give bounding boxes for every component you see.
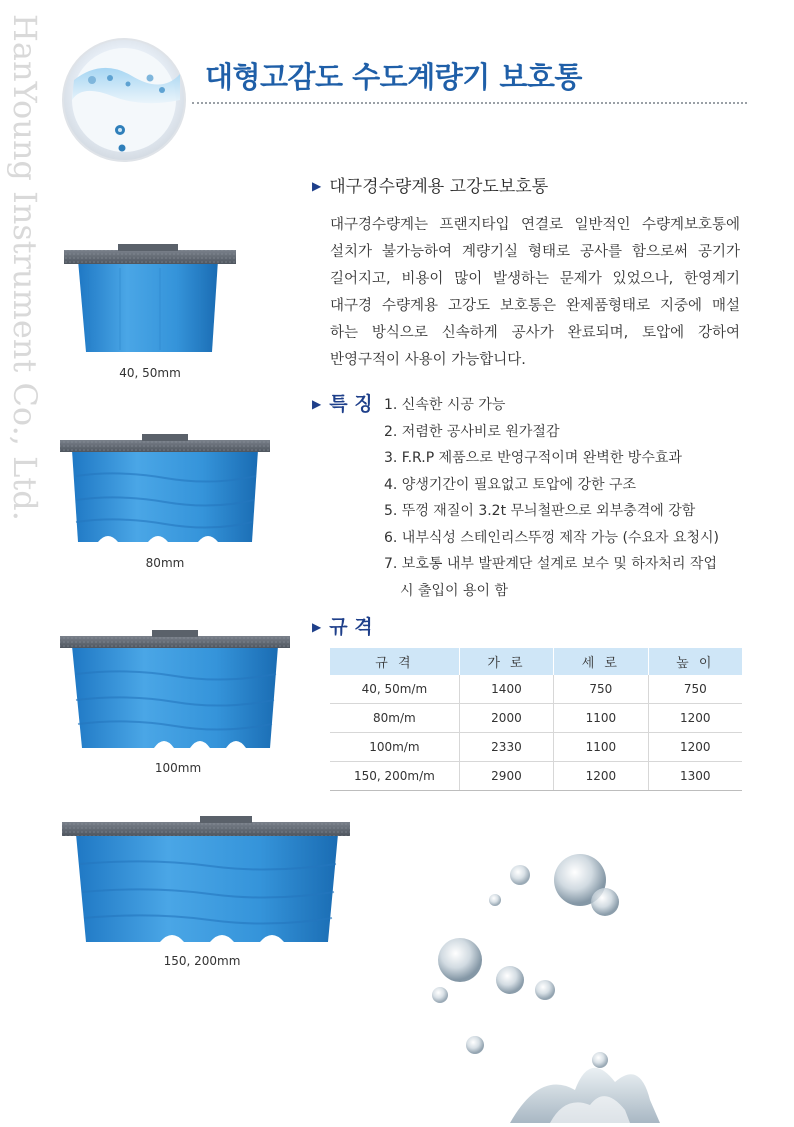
feature-item: 4. 양생기간이 필요없고 토압에 강한 구조 bbox=[384, 476, 636, 493]
table-row bbox=[330, 762, 742, 791]
table-cell: 2900 bbox=[459, 762, 553, 791]
table-row bbox=[330, 704, 742, 733]
spec-header-cell: 세 로 bbox=[554, 648, 648, 675]
product-caption: 150, 200mm bbox=[163, 954, 241, 968]
table-cell: 750 bbox=[554, 675, 648, 704]
table-cell: 750 bbox=[648, 675, 742, 704]
spec-header-cell: 가 로 bbox=[459, 648, 553, 675]
feature-item: 2. 저렴한 공사비로 원가절감 bbox=[384, 423, 560, 440]
vertical-company-name bbox=[0, 0, 50, 600]
feature-item: 3. F.R.P 제품으로 반영구적이며 완벽한 방수효과 bbox=[384, 450, 682, 466]
triangle-bullet-icon: ▶ bbox=[312, 620, 322, 634]
table-cell: 1300 bbox=[648, 762, 742, 791]
table-cell: 2330 bbox=[459, 733, 553, 762]
product-image-80mm bbox=[58, 432, 272, 550]
feature-item: 6. 내부식성 스테인리스뚜껑 제작 가능 (수요자 요청시) bbox=[384, 529, 719, 546]
overview-line: 길어지고, 비용이 많이 발생하는 문제가 있었으나, 한영계기 bbox=[330, 271, 740, 287]
feature-item-continuation: 시 출입이 용이 함 bbox=[400, 582, 509, 599]
table-row bbox=[330, 675, 742, 704]
product-caption: 100mm bbox=[154, 761, 202, 775]
table-cell: 1200 bbox=[554, 762, 648, 791]
section-heading-overview bbox=[312, 172, 548, 197]
table-cell: 80m/m bbox=[330, 704, 459, 733]
triangle-bullet-icon: ▶ bbox=[312, 397, 322, 411]
spec-header-row bbox=[330, 648, 742, 675]
feature-item: 5. 뚜껑 재질이 3.2t 무늬철판으로 외부충격에 강함 bbox=[384, 503, 696, 519]
feature-list bbox=[384, 392, 744, 604]
table-cell: 1200 bbox=[648, 704, 742, 733]
overview-paragraph bbox=[330, 212, 740, 374]
table-cell: 1100 bbox=[554, 733, 648, 762]
overview-line: 대구경수량계는 프랜지타입 연결로 일반적인 수량계보호통에 bbox=[330, 217, 740, 233]
triangle-bullet-icon: ▶ bbox=[312, 179, 322, 193]
section-heading-overview-text: 대구경수량계용 고강도보호통 bbox=[329, 177, 549, 197]
water-drop-emblem bbox=[62, 38, 186, 162]
table-cell: 2000 bbox=[459, 704, 553, 733]
section-heading-spec-text: 규 격 bbox=[329, 616, 373, 638]
water-splash-image bbox=[400, 820, 794, 1123]
table-cell: 100m/m bbox=[330, 733, 459, 762]
spec-table bbox=[330, 648, 742, 791]
section-heading-features bbox=[312, 389, 373, 416]
spec-header-cell: 규 격 bbox=[330, 648, 459, 675]
section-heading-spec bbox=[312, 612, 373, 639]
section-heading-features-text: 특 징 bbox=[329, 393, 373, 415]
product-image-100mm bbox=[58, 628, 292, 752]
overview-line: 반영구적이 사용이 가능합니다. bbox=[330, 352, 526, 368]
overview-line: 설치가 불가능하여 계량기실 형태로 공사를 함으로써 공기가 bbox=[330, 244, 740, 260]
table-cell: 1200 bbox=[648, 733, 742, 762]
overview-line: 하는 방식으로 신속하게 공사가 완료되며, 토압에 강하여 bbox=[330, 325, 740, 341]
table-row bbox=[330, 733, 742, 762]
table-cell: 1100 bbox=[554, 704, 648, 733]
title-divider bbox=[192, 102, 747, 104]
table-cell: 1400 bbox=[459, 675, 553, 704]
table-cell: 40, 50m/m bbox=[330, 675, 459, 704]
feature-item: 1. 신속한 시공 가능 bbox=[384, 397, 506, 413]
spec-header-cell: 높 이 bbox=[648, 648, 742, 675]
table-cell: 150, 200m/m bbox=[330, 762, 459, 791]
page-title: 대형고감도 수도계량기 보호통 bbox=[205, 60, 582, 94]
company-name-text: HanYoung Instrument Co., Ltd. bbox=[6, 14, 44, 521]
overview-line: 대구경 수량계용 고강도 보호통은 완제품형태로 지중에 매설 bbox=[330, 298, 740, 314]
feature-item: 7. 보호통 내부 발판계단 설계로 보수 및 하자처리 작업 bbox=[384, 556, 717, 572]
product-image-150-200mm bbox=[60, 814, 352, 946]
product-image-40-50mm bbox=[60, 240, 242, 360]
product-caption: 80mm bbox=[145, 556, 185, 570]
product-caption: 40, 50mm bbox=[119, 366, 181, 380]
